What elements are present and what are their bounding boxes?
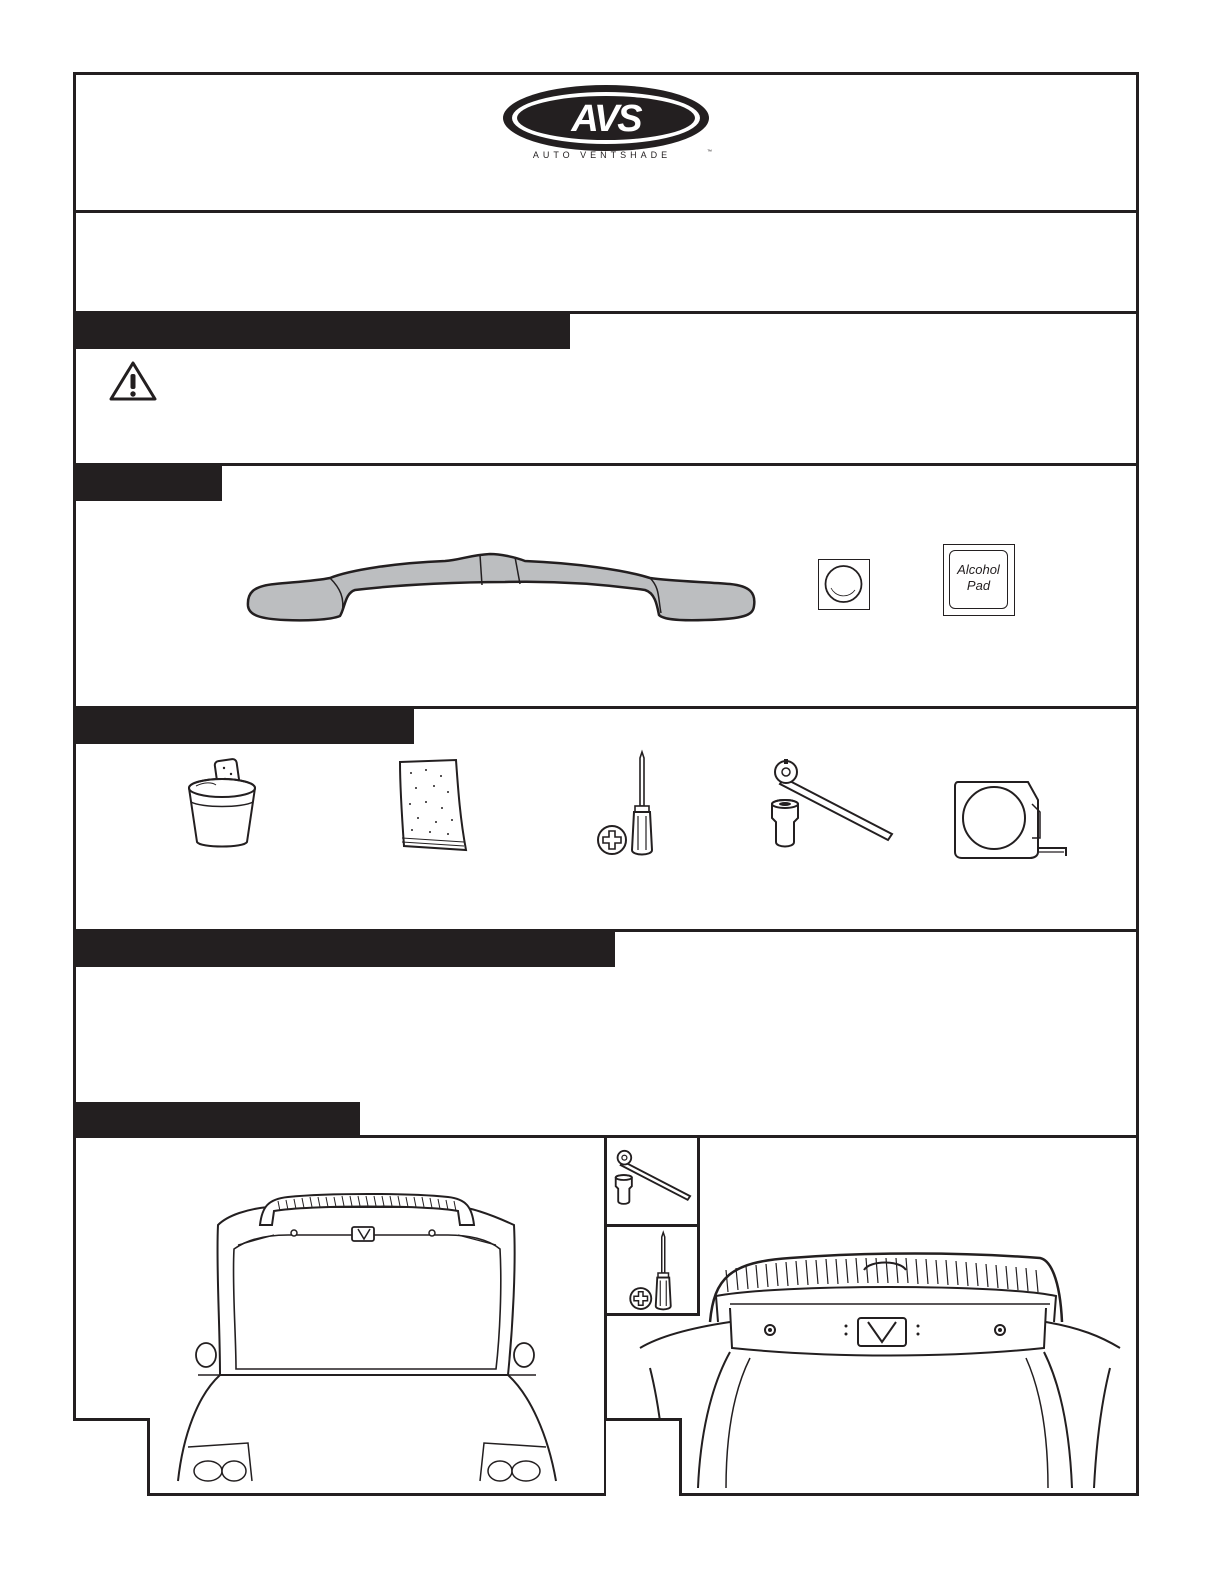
- phillips-screwdriver-icon: [595, 750, 665, 860]
- section-bar-tools: [73, 709, 414, 744]
- figure-2-tool-inset-ratchet: [606, 1137, 700, 1227]
- logo-mark: AVS: [571, 98, 641, 140]
- logo-trademark: ™: [707, 149, 712, 155]
- divider-warnings: [73, 463, 1139, 466]
- section-bar-installation: [73, 1102, 360, 1137]
- alcohol-pad-label-line1: Alcohol: [957, 562, 1000, 577]
- bucket-sponge-icon: [182, 758, 262, 850]
- section-bar-kit-contents: [73, 466, 222, 501]
- towel-icon: [396, 758, 470, 854]
- section-bar-warnings: [73, 314, 570, 349]
- round-pad-image: [818, 559, 870, 610]
- tape-measure-icon: [952, 778, 1074, 862]
- figure-2-hood-closeup: [630, 1248, 1130, 1488]
- ratchet-socket-icon: [766, 758, 898, 850]
- logo-tagline: AUTO VENTSHADE: [532, 150, 672, 160]
- section-bar-preparation: [73, 932, 615, 967]
- warning-triangle-icon: [108, 360, 158, 402]
- figure-2-number-box: [606, 1418, 682, 1496]
- alcohol-pad-label-line2: Pad: [966, 578, 991, 593]
- alcohol-pad-image: [943, 544, 1015, 616]
- avs-logo: [500, 82, 712, 162]
- divider-header: [73, 210, 1139, 213]
- figure-1-number-box: [73, 1418, 150, 1496]
- bug-shield-part-image: [245, 553, 757, 623]
- figure-1-vehicle-front: [168, 1185, 568, 1481]
- alcohol-pad-label: [944, 562, 1013, 594]
